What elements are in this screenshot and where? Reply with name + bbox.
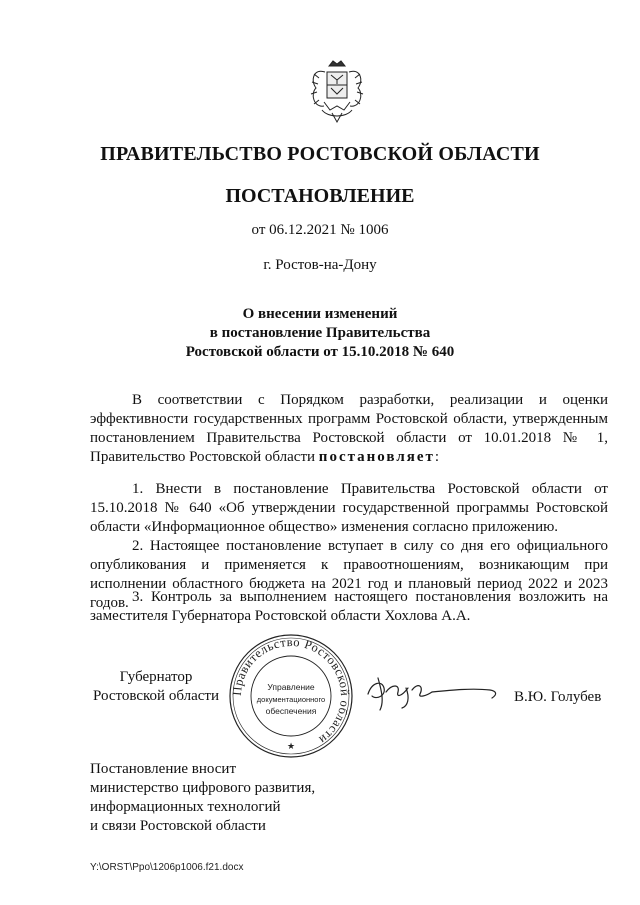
- subject-line-2: в постановление Правительства: [209, 325, 431, 341]
- date-number: от 06.12.2021 № 1006: [251, 222, 389, 238]
- svg-text:★: ★: [286, 741, 296, 751]
- coat-of-arms-icon: [302, 58, 372, 128]
- signatory-name: В.Ю. Голубев: [514, 689, 602, 705]
- subject-line-1: О внесении изменений: [242, 306, 398, 322]
- submitted-by-line-4: и связи Ростовской области: [90, 818, 266, 834]
- decree-word: постановляет: [318, 449, 435, 465]
- submitted-by-line-1: Постановление вносит: [90, 761, 237, 777]
- signatory-title-line-2: Ростовской области: [93, 688, 219, 704]
- document-type: ПОСТАНОВЛЕНИЕ: [225, 185, 415, 207]
- handwritten-signature: [362, 668, 502, 716]
- item-3: 3. Контроль за выполнением настоящего постановления возложить на заместителя Губернатора Ростовской области Хохлова А.А.: [90, 589, 608, 624]
- submitted-by-line-3: информационных технологий: [90, 799, 281, 815]
- city: г. Ростов-на-Дону: [263, 257, 377, 273]
- seal-inner-line-2: документационного: [256, 695, 326, 704]
- preamble-tail: :: [434, 449, 440, 465]
- item-2: 2. Настоящее постановление вступает в силу со дня его официального опубликования и применяется к правоотношениям, возникающим при исполнении областного бюджета на 2021 год и плановый период 2022 и 2023 годов.: [90, 538, 608, 611]
- submitted-by: [90, 760, 315, 836]
- subject-line-3: Ростовской области от 15.10.2018 № 640: [185, 344, 455, 360]
- seal-inner-line-1: Управление: [267, 682, 315, 692]
- signatory-title-line-1: Губернатор: [119, 669, 193, 685]
- official-seal: [227, 632, 355, 760]
- preamble: [90, 391, 608, 467]
- government-title: ПРАВИТЕЛЬСТВО РОСТОВСКОЙ ОБЛАСТИ: [100, 143, 540, 165]
- file-path: Y:\ORST\Ppo\1206p1006.f21.docx: [90, 862, 244, 873]
- subject-block: [0, 305, 640, 362]
- seal-ring-text: Правительство Ростовской области: [229, 634, 353, 748]
- submitted-by-line-2: министерство цифрового развития,: [90, 780, 316, 796]
- preamble-text: В соответствии с Порядком разработки, реализации и оценки эффективности государственных программ Ростовской области, утвержденным постановлением Правительства Ростовской области от 10.01.2018 № 1, Правительство Ростовской области: [90, 392, 608, 465]
- signatory-title: [90, 668, 222, 706]
- item-1: 1. Внести в постановление Правительства Ростовской области от 15.10.2018 № 640 «Об утверждении государственной программы Ростовской области «Информационное общество» изменения согласно приложению.: [90, 481, 608, 535]
- seal-inner-line-3: обеспечения: [265, 706, 317, 716]
